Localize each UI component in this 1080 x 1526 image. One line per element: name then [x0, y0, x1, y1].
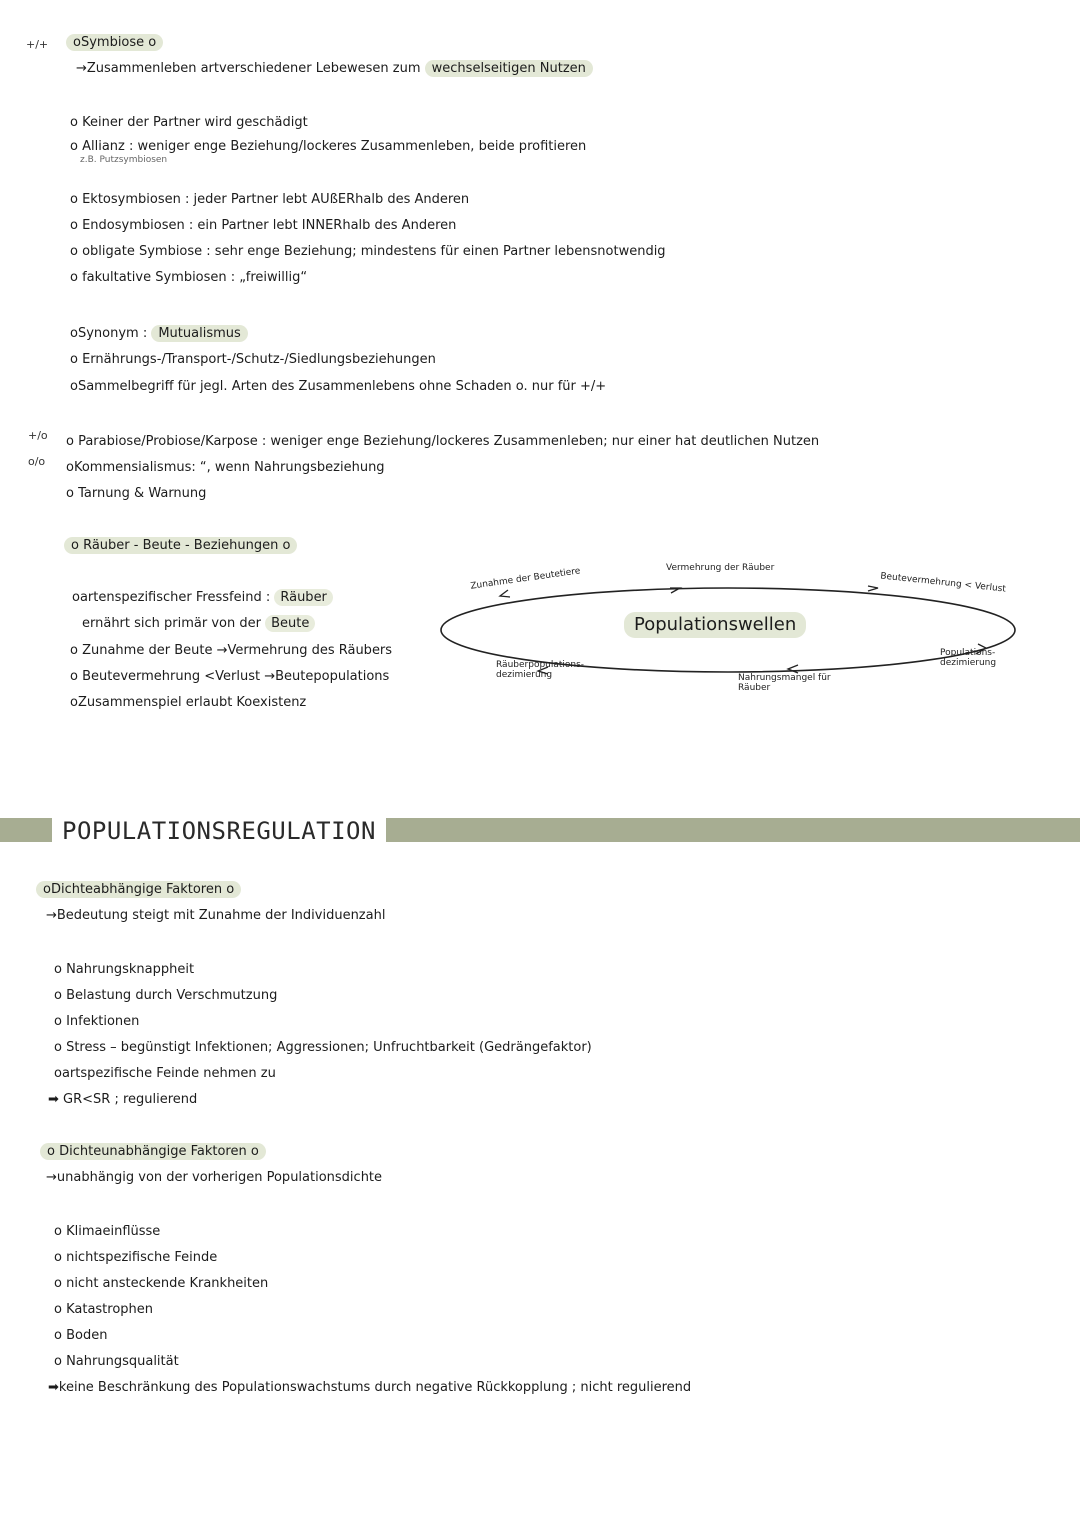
raeuber-line-1-highlight: Räuber — [274, 589, 333, 606]
dichteabhaengig-heading — [36, 881, 241, 898]
symbiose-bullet-6: o fakultative Symbiosen : „freiwillig“ — [70, 270, 308, 285]
section-title: POPULATIONSREGULATION — [52, 812, 386, 850]
raeuber-bullet-1: o Zunahme der Beute →Vermehrung des Räubers — [70, 643, 393, 658]
raeuber-line-1-prefix: oartenspezifischer Fressfeind : — [72, 590, 271, 605]
synonym-prefix: oSynonym : — [70, 326, 148, 341]
dichteunabhaengig-bullet-6: o Nahrungsqualität — [54, 1354, 179, 1369]
raeuber-bullet-2: o Beutevermehrung <Verlust →Beutepopulations — [70, 669, 390, 684]
raeuber-line-2-prefix: ernährt sich primär von der — [82, 616, 261, 631]
raeuber-bullet-3: oZusammenspiel erlaubt Koexistenz — [70, 695, 307, 710]
symbiose-bullet-2: o Allianz : weniger enge Beziehung/lockeres Zusammenleben, beide profitieren — [70, 139, 587, 154]
raeuber-line-2 — [82, 615, 315, 632]
symbiose-definition-highlight: wechselseitigen Nutzen — [425, 60, 593, 77]
raeuber-line-1 — [72, 589, 333, 606]
diagram-label-bottom-left: Räuberpopulations-dezimierung — [496, 660, 585, 680]
dichteunabhaengig-bullet-2: o nichtspezifische Feinde — [54, 1250, 218, 1265]
dichteunabhaengig-conclusion: ➡keine Beschränkung des Populationswachstums durch negative Rückkopplung ; nicht regulierend — [48, 1380, 692, 1395]
symbiose-bullet-5: o obligate Symbiose : sehr enge Beziehung; mindestens für einen Partner lebensnotwendig — [70, 244, 666, 259]
dichteabhaengig-bullet-2: o Belastung durch Verschmutzung — [54, 988, 278, 1003]
margin-marker-zero-zero: o/o — [28, 455, 46, 468]
symbiose-heading-text: oSymbiose o — [66, 34, 163, 51]
dichteunabhaengig-heading-text: o Dichteunabhängige Faktoren o — [40, 1143, 266, 1160]
diagram-label-bottom-mid: Nahrungsmangel für Räuber — [738, 673, 831, 693]
symbiose-bullet-8: oSammelbegriff für jegl. Arten des Zusammenlebens ohne Schaden o. nur für +/+ — [70, 379, 607, 394]
margin-marker-plus-zero: +/o — [28, 429, 48, 442]
tarnung-line: o Tarnung & Warnung — [66, 486, 207, 501]
symbiose-definition-prefix: →Zusammenleben artverschiedener Lebewesen zum — [76, 61, 421, 76]
dichteabhaengig-bullet-1: o Nahrungsknappheit — [54, 962, 195, 977]
symbiose-bullet-3: o Ektosymbiosen : jeder Partner lebt AUßERhalb des Anderen — [70, 192, 470, 207]
dichteunabhaengig-bullet-3: o nicht ansteckende Krankheiten — [54, 1276, 269, 1291]
diagram-label-top-mid: Vermehrung der Räuber — [666, 563, 775, 573]
margin-marker-plus-plus: +/+ — [26, 38, 49, 51]
kommensialismus-line: oKommensialismus: “, wenn Nahrungsbeziehung — [66, 460, 385, 475]
dichteabhaengig-bullet-3: o Infektionen — [54, 1014, 140, 1029]
diagram-label-bottom-right: Populations-dezimierung — [940, 648, 997, 668]
dichteabhaengig-bullet-4: o Stress – begünstigt Infektionen; Aggressionen; Unfruchtbarkeit (Gedrängefaktor) — [54, 1040, 592, 1055]
symbiose-bullet-7: o Ernährungs-/Transport-/Schutz-/Siedlungsbeziehungen — [70, 352, 436, 367]
symbiose-heading — [66, 34, 163, 51]
synonym-highlight: Mutualismus — [151, 325, 247, 342]
symbiose-example-note: z.B. Putzsymbiosen — [80, 155, 168, 165]
dichteabhaengig-conclusion: ➡ GR<SR ; regulierend — [48, 1092, 198, 1107]
dichteunabhaengig-heading — [40, 1143, 266, 1160]
dichteunabhaengig-bullet-1: o Klimaeinflüsse — [54, 1224, 161, 1239]
diagram-label-top-left: Zunahme der Beutetiere — [469, 566, 582, 592]
dichteunabhaengig-definition: →unabhängig von der vorherigen Populationsdichte — [46, 1170, 383, 1185]
diagram-label-top-right: Beutevermehrung < Verlust — [879, 571, 1007, 595]
raeuber-line-2-highlight: Beute — [265, 615, 315, 632]
dichteabhaengig-definition: →Bedeutung steigt mit Zunahme der Individuenzahl — [46, 908, 386, 923]
symbiose-synonym — [70, 325, 248, 342]
cycle-arrow-top-left — [500, 590, 510, 597]
raeuber-beute-heading-text: o Räuber - Beute - Beziehungen o — [64, 537, 297, 554]
raeuber-beute-heading — [64, 537, 297, 554]
cycle-arrow-top-right — [868, 586, 878, 591]
symbiose-definition — [76, 60, 593, 77]
parabiose-line: o Parabiose/Probiose/Karpose : weniger enge Beziehung/lockeres Zusammenleben; nur einer hat deutlichen Nutzen — [66, 434, 820, 449]
dichteabhaengig-heading-text: oDichteabhängige Faktoren o — [36, 881, 241, 898]
dichteunabhaengig-bullet-4: o Katastrophen — [54, 1302, 154, 1317]
symbiose-bullet-1: o Keiner der Partner wird geschädigt — [70, 115, 308, 130]
symbiose-bullet-4: o Endosymbiosen : ein Partner lebt INNERhalb des Anderen — [70, 218, 457, 233]
dichteabhaengig-bullet-5: oartspezifische Feinde nehmen zu — [54, 1066, 276, 1081]
diagram-center-label: Populationswellen — [624, 612, 806, 638]
dichteunabhaengig-bullet-5: o Boden — [54, 1328, 108, 1343]
